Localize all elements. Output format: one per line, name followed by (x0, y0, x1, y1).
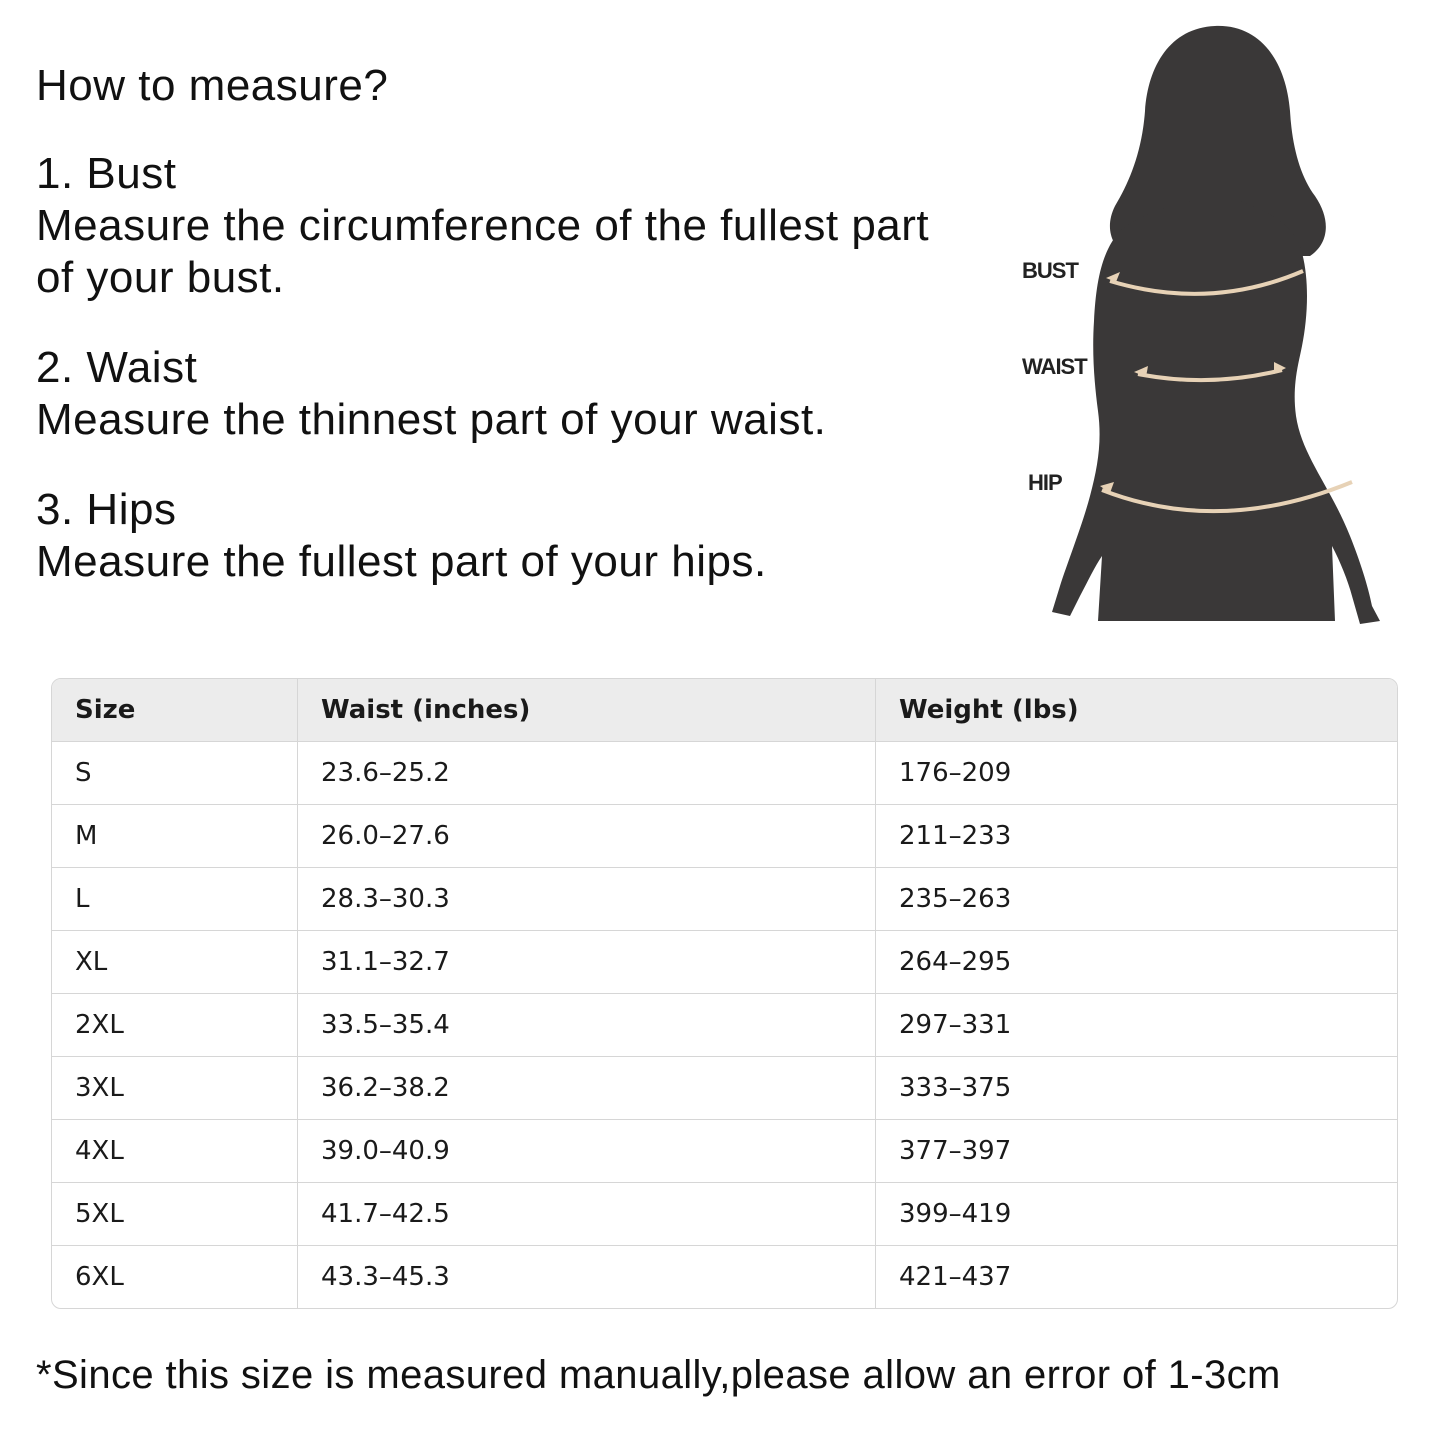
step-description: Measure the fullest part of your hips. (36, 537, 767, 586)
waist-cell: 26.0–27.6 (298, 805, 876, 868)
table-row (52, 868, 1397, 931)
waist-cell: 41.7–42.5 (298, 1183, 876, 1246)
measurement-error-note: *Since this size is measured manually,please allow an error of 1-3cm (36, 1353, 1281, 1397)
size-cell: XL (52, 931, 298, 994)
table-row (52, 1057, 1397, 1120)
weight-cell: 399–419 (876, 1183, 1398, 1246)
size-chart-table (51, 678, 1398, 1309)
hip-label: HIP (1028, 470, 1062, 495)
size-cell: 6XL (52, 1246, 298, 1309)
header-size: Size (52, 679, 298, 742)
waist-cell: 39.0–40.9 (298, 1120, 876, 1183)
step-title: 2. Waist (36, 343, 198, 392)
weight-cell: 264–295 (876, 931, 1398, 994)
step-title: 3. Hips (36, 485, 177, 534)
weight-cell: 297–331 (876, 994, 1398, 1057)
bust-label: BUST (1022, 258, 1078, 283)
size-table (52, 679, 1397, 1308)
size-cell: 5XL (52, 1183, 298, 1246)
step-waist (36, 342, 996, 446)
header-waist: Waist (inches) (298, 679, 876, 742)
table-row (52, 1120, 1397, 1183)
weight-cell: 176–209 (876, 742, 1398, 805)
table-row (52, 805, 1397, 868)
size-cell: 2XL (52, 994, 298, 1057)
weight-cell: 235–263 (876, 868, 1398, 931)
silhouette-illustration (1010, 16, 1410, 626)
size-cell: L (52, 868, 298, 931)
table-row (52, 994, 1397, 1057)
step-hips (36, 484, 996, 588)
weight-cell: 377–397 (876, 1120, 1398, 1183)
waist-cell: 43.3–45.3 (298, 1246, 876, 1309)
step-bust (36, 148, 996, 304)
waist-cell: 33.5–35.4 (298, 994, 876, 1057)
measure-instructions (36, 58, 996, 626)
table-row (52, 742, 1397, 805)
waist-cell: 23.6–25.2 (298, 742, 876, 805)
size-cell: S (52, 742, 298, 805)
body-measurement-figure (1010, 16, 1410, 626)
size-cell: 4XL (52, 1120, 298, 1183)
waist-cell: 31.1–32.7 (298, 931, 876, 994)
waist-cell: 36.2–38.2 (298, 1057, 876, 1120)
step-description: Measure the circumference of the fullest part of your bust. (36, 201, 930, 302)
header-weight: Weight (lbs) (876, 679, 1398, 742)
table-header-row (52, 679, 1397, 742)
table-row (52, 1246, 1397, 1309)
silhouette-body (1052, 166, 1380, 624)
size-cell: M (52, 805, 298, 868)
waist-label: WAIST (1022, 354, 1087, 379)
table-row (52, 931, 1397, 994)
weight-cell: 333–375 (876, 1057, 1398, 1120)
weight-cell: 211–233 (876, 805, 1398, 868)
waist-cell: 28.3–30.3 (298, 868, 876, 931)
table-row (52, 1183, 1397, 1246)
size-cell: 3XL (52, 1057, 298, 1120)
step-title: 1. Bust (36, 149, 177, 198)
weight-cell: 421–437 (899, 1262, 1012, 1292)
step-description: Measure the thinnest part of your waist. (36, 395, 827, 444)
guide-heading: How to measure? (36, 61, 389, 110)
